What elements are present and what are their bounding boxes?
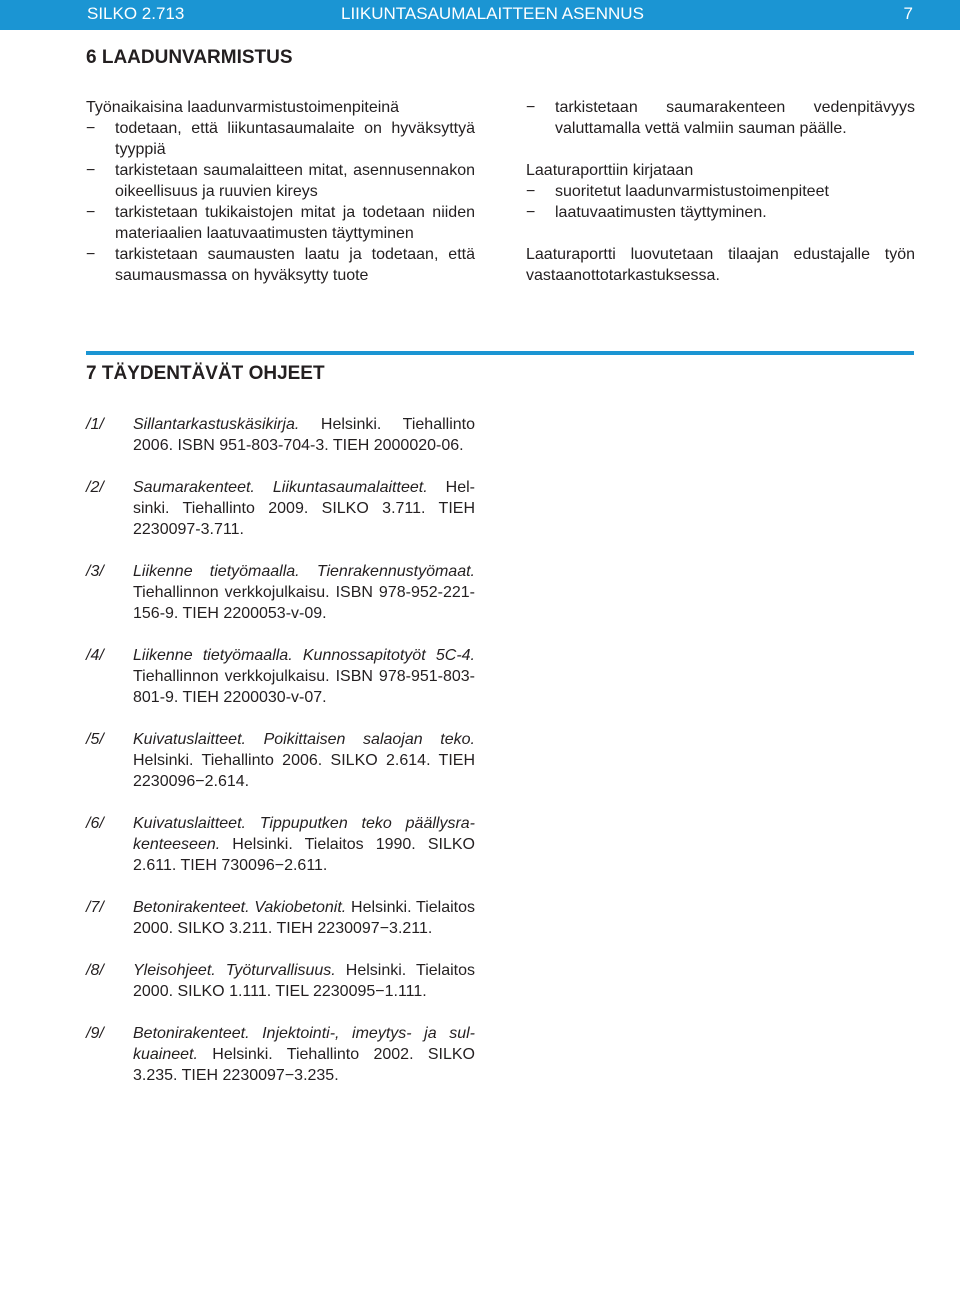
reference-title: Kuivatuslaitteet. Tippuputken teko päällysrakenteeseen.: [133, 815, 475, 853]
list-item: − suoritetut laadunvarmistustoimenpiteet: [526, 181, 915, 202]
reference-number: /9/: [86, 1025, 104, 1042]
document-title: LIIKUNTASAUMALAITTEEN ASENNUS: [341, 4, 644, 23]
reference-details: Helsinki. Tielaitos 2000. SILKO 3.211. TIEH 2230097−3.211.: [133, 899, 476, 937]
reference-title: Liikenne tietyömaalla. Kunnossapitotyöt 5C-4.: [133, 647, 475, 664]
reference-item: [86, 960, 475, 1002]
reference-item: [86, 561, 475, 624]
list-item: − tarkistetaan saumarakenteen vedenpitävyys valuttamalla vettä valmiin sauman päälle.: [526, 97, 915, 139]
reference-details: Helsinki. Tiehallinto 2006. SILKO 2.614. TIEH 2230096−2.614.: [133, 752, 475, 790]
reference-details: Tiehallinnon verkkojulkaisu. ISBN 978-952-221-156-9. TIEH 2200053-v-09.: [133, 584, 475, 622]
report-closing: Laaturaportti luovutetaan tilaajan edustajalle työn vastaanottotarkastuksessa.: [526, 246, 915, 284]
reference-number: /4/: [86, 647, 104, 664]
reference-item: [86, 729, 475, 792]
reference-item: [86, 1023, 475, 1086]
quality-measures-list-continued: [526, 97, 915, 139]
reference-text: [133, 561, 475, 624]
reference-title: Sillantarkastuskäsikirja.: [133, 416, 300, 433]
reference-text: [133, 813, 475, 876]
reference-title: Liikenne tietyömaalla. Tienrakennustyömaat.: [133, 563, 475, 580]
reference-item: [86, 645, 475, 708]
reference-number: /5/: [86, 731, 104, 748]
section-7-heading: 7 TÄYDENTÄVÄT OHJEET: [86, 363, 325, 384]
reference-title: Betonirakenteet. Injektointi-, imeytys- ja sulkuaineet.: [133, 1025, 475, 1063]
section-6-right-column: [526, 97, 915, 286]
list-item: − todetaan, että liikuntasaumalaite on hyväksyttyä tyyppiä: [86, 118, 475, 160]
reference-title: Betonirakenteet. Vakiobetonit.: [133, 899, 347, 916]
reference-text: [133, 729, 475, 792]
report-intro: Laaturaporttiin kirjataan: [526, 162, 694, 179]
reference-number: /2/: [86, 479, 104, 496]
reference-text: [133, 960, 475, 1002]
reference-number: /3/: [86, 563, 104, 580]
reference-title: Saumarakenteet. Liikuntasaumalaitteet.: [133, 479, 428, 496]
reference-details: Helsinki. Tiehallinto 2009. SILKO 3.711. TIEH 2230097-3.711.: [133, 479, 475, 538]
section-6-left-column: [86, 97, 475, 286]
page-header: [0, 0, 960, 30]
list-item: − tarkistetaan tukikaistojen mitat ja todetaan niiden materiaalien laatuvaatimusten täyttyminen: [86, 202, 475, 244]
reference-details: Helsinki. Tiehallinto 2006. ISBN 951-803-704-3. TIEH 2000020-06.: [133, 416, 475, 454]
reference-details: Helsinki. Tielaitos 1990. SILKO 2.611. TIEH 730096−2.611.: [133, 836, 475, 874]
document-code: SILKO 2.713: [87, 4, 185, 23]
reference-item: [86, 414, 475, 456]
section-divider: [86, 351, 914, 355]
quality-measures-list: [86, 118, 475, 286]
reference-list: [86, 414, 475, 1107]
page-number: 7: [903, 4, 913, 23]
reference-title: Kuivatuslaitteet. Poikittaisen salaojan teko.: [133, 731, 475, 748]
reference-item: [86, 477, 475, 540]
reference-text: [133, 645, 475, 708]
section-6-heading: 6 LAADUNVARMISTUS: [86, 47, 293, 68]
reference-number: /6/: [86, 815, 104, 832]
reference-text: [133, 1023, 475, 1086]
reference-details: Helsinki. Tielaitos 2000. SILKO 1.111. TIEL 2230095−1.111.: [133, 962, 475, 1000]
reference-item: [86, 813, 475, 876]
quality-intro: Työnaikaisina laadunvarmistustoimenpiteinä: [86, 99, 400, 116]
reference-details: Helsinki. Tiehallinto 2002. SILKO 3.235. TIEH 2230097−3.235.: [133, 1046, 475, 1084]
reference-details: Tiehallinnon verkkojulkaisu. ISBN 978-951-803-801-9. TIEH 2200030-v-07.: [133, 668, 475, 706]
reference-number: /1/: [86, 416, 104, 433]
reference-text: [133, 414, 475, 456]
reference-title: Yleisohjeet. Työturvallisuus.: [133, 962, 336, 979]
reference-item: [86, 897, 475, 939]
list-item: − tarkistetaan saumalaitteen mitat, asennusennakon oikeellisuus ja ruuvien kireys: [86, 160, 475, 202]
reference-text: [133, 477, 475, 540]
list-item: − laatuvaatimusten täyttyminen.: [526, 202, 915, 223]
reference-text: [133, 897, 475, 939]
list-item: − tarkistetaan saumausten laatu ja todetaan, että saumausmassa on hyväksytty tuote: [86, 244, 475, 286]
reference-number: /7/: [86, 899, 104, 916]
reference-number: /8/: [86, 962, 104, 979]
report-items-list: [526, 181, 915, 223]
